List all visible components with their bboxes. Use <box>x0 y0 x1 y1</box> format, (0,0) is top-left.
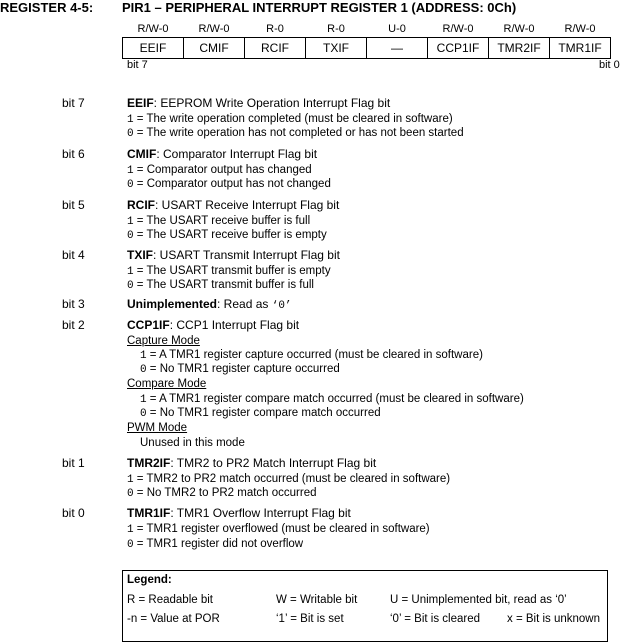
bit-3-desc: : Read as <box>217 297 272 311</box>
bit-6-title <box>127 147 317 161</box>
bit-6-clear-line <box>127 178 331 191</box>
bit-7-set-line <box>127 113 453 126</box>
bit-5-name: RCIF <box>127 198 155 212</box>
bit-3-read-value: ‘0’ <box>271 300 292 312</box>
bit-0-label: bit 0 <box>62 506 85 520</box>
legend-box <box>122 570 608 642</box>
bit-0-set-value: 1 <box>127 524 134 536</box>
bit-attr-6: R/W-0 <box>198 23 230 35</box>
compare-set-value: 1 <box>140 394 147 406</box>
bit-1-desc: : TMR2 to PR2 Match Interrupt Flag bit <box>170 456 377 470</box>
bit-name-2: CCP1IF <box>428 38 489 59</box>
bit-7-clear-text: = The write operation has not completed or has not been started <box>133 127 464 139</box>
bit-1-title <box>127 456 376 470</box>
register-title: PIR1 – PERIPHERAL INTERRUPT REGISTER 1 (ADDRESS: 0Ch) <box>122 0 517 15</box>
bit-7-clear-value: 0 <box>127 128 134 140</box>
capture-clear-value: 0 <box>140 364 147 376</box>
bit-3-title <box>127 297 292 312</box>
bit-1-label: bit 1 <box>62 456 85 470</box>
legend-cleared: ‘0’ = Bit is cleared <box>390 613 481 625</box>
compare-mode-heading: Compare Mode <box>127 378 207 390</box>
bit-5-clear-line <box>127 229 327 242</box>
bit-0-clear-text: = TMR1 register did not overflow <box>133 538 304 550</box>
bit-0-name: TMR1IF <box>127 506 171 520</box>
pwm-mode-heading: PWM Mode <box>127 422 188 434</box>
bit-7-name: EEIF <box>127 96 154 110</box>
bit-4-set-value: 1 <box>127 266 134 278</box>
compare-set-line <box>140 393 524 406</box>
compare-clear-value: 0 <box>140 408 147 420</box>
bit-4-clear-value: 0 <box>127 280 134 292</box>
bit-5-set-value: 1 <box>127 216 134 228</box>
bit-4-clear-text: = The USART transmit buffer is full <box>133 279 314 291</box>
bit-5-title <box>127 198 339 212</box>
bit-4-title <box>127 248 340 262</box>
bit-2-title <box>127 318 299 332</box>
compare-set-text: = A TMR1 register compare match occurred (must be cleared in software) <box>146 393 524 405</box>
bit-name-4: TXIF <box>306 38 367 59</box>
bit-7-desc: : EEPROM Write Operation Interrupt Flag bit <box>153 96 391 110</box>
bit-4-set-line <box>127 265 331 278</box>
compare-clear-text: = No TMR1 register compare match occurred <box>146 407 381 419</box>
bit-6-set-line <box>127 164 312 177</box>
bit-attr-4: R-0 <box>327 23 345 35</box>
pwm-mode-text: Unused in this mode <box>140 437 245 449</box>
bit-4-label: bit 4 <box>62 248 85 262</box>
bit-0-title <box>127 506 351 520</box>
bit-6-clear-value: 0 <box>127 179 134 191</box>
bit-5-label: bit 5 <box>62 198 85 212</box>
bit-0-set-text: = TMR1 register overflowed (must be cleared in software) <box>133 523 430 535</box>
register-diagram <box>122 22 611 59</box>
bit-7-clear-line <box>127 127 464 140</box>
bit-6-set-text: = Comparator output has changed <box>133 164 312 176</box>
bit-attr-3: U-0 <box>388 23 406 35</box>
bit-1-name: TMR2IF <box>127 456 171 470</box>
bit-name-7: EEIF <box>123 38 184 59</box>
bit-3-name: Unimplemented <box>127 297 218 311</box>
bit-name-5: RCIF <box>245 38 306 59</box>
bit-1-set-text: = TMR2 to PR2 match occurred (must be cleared in software) <box>133 473 451 485</box>
bit-5-desc: : USART Receive Interrupt Flag bit <box>155 198 340 212</box>
capture-clear-text: = No TMR1 register capture occurred <box>146 363 340 375</box>
legend-unimplemented: U = Unimplemented bit, read as ‘0’ <box>390 594 567 606</box>
capture-set-line <box>140 349 483 362</box>
bit-4-set-text: = The USART transmit buffer is empty <box>133 265 331 277</box>
bit-name-6: CMIF <box>184 38 245 59</box>
bit-name-1: TMR2IF <box>489 38 550 59</box>
bit-1-set-line <box>127 473 450 486</box>
bit-5-clear-text: = The USART receive buffer is empty <box>133 229 327 241</box>
bit-4-name: TXIF <box>127 248 153 262</box>
bit-1-clear-value: 0 <box>127 488 134 500</box>
bit-0-set-line <box>127 523 430 536</box>
bit-7-label: bit 7 <box>62 96 85 110</box>
bit-5-clear-value: 0 <box>127 230 134 242</box>
bit-7-set-text: = The write operation completed (must be cleared in software) <box>133 113 453 125</box>
bit-attr-2: R/W-0 <box>442 23 474 35</box>
bit-4-clear-line <box>127 279 314 292</box>
bit-attr-1: R/W-0 <box>503 23 535 35</box>
bit-6-desc: : Comparator Interrupt Flag bit <box>156 147 318 161</box>
bit-name-0: TMR1IF <box>550 38 611 59</box>
bit-2-desc: : CCP1 Interrupt Flag bit <box>169 318 300 332</box>
bit-attr-0: R/W-0 <box>564 23 596 35</box>
legend-writable: W = Writable bit <box>276 594 358 606</box>
capture-mode-heading: Capture Mode <box>127 335 200 347</box>
capture-clear-line <box>140 363 340 376</box>
msb-label: bit 7 <box>127 59 148 71</box>
bit-4-desc: : USART Transmit Interrupt Flag bit <box>153 248 340 262</box>
bit-0-clear-value: 0 <box>127 539 134 551</box>
bit-1-clear-text: = No TMR2 to PR2 match occurred <box>133 487 317 499</box>
compare-clear-line <box>140 407 381 420</box>
bit-1-set-value: 1 <box>127 474 134 486</box>
bit-0-desc: : TMR1 Overflow Interrupt Flag bit <box>170 506 351 520</box>
register-id: REGISTER 4-5: <box>0 0 94 15</box>
capture-set-text: = A TMR1 register capture occurred (must be cleared in software) <box>146 349 483 361</box>
bit-0-clear-line <box>127 538 303 551</box>
legend-set: ‘1’ = Bit is set <box>276 613 344 625</box>
bit-6-set-value: 1 <box>127 165 134 177</box>
bit-2-name: CCP1IF <box>127 318 170 332</box>
bit-name-3: — <box>367 38 428 59</box>
bit-6-name: CMIF <box>127 147 157 161</box>
bit-2-label: bit 2 <box>62 318 85 332</box>
bit-6-clear-text: = Comparator output has not changed <box>133 178 331 190</box>
legend-title: Legend: <box>127 574 172 586</box>
bit-1-clear-line <box>127 487 317 500</box>
bit-attr-7: R/W-0 <box>137 23 169 35</box>
bit-6-label: bit 6 <box>62 147 85 161</box>
bit-5-set-line <box>127 215 310 228</box>
bit-attr-5: R-0 <box>266 23 284 35</box>
legend-readable: R = Readable bit <box>127 594 213 606</box>
bit-5-set-text: = The USART receive buffer is full <box>133 215 311 227</box>
bit-3-label: bit 3 <box>62 297 85 311</box>
lsb-label: bit 0 <box>599 59 620 71</box>
bit-7-set-value: 1 <box>127 114 134 126</box>
legend-por: -n = Value at POR <box>127 613 220 625</box>
legend-unknown: x = Bit is unknown <box>507 613 601 625</box>
capture-set-value: 1 <box>140 350 147 362</box>
bit-7-title <box>127 96 390 110</box>
